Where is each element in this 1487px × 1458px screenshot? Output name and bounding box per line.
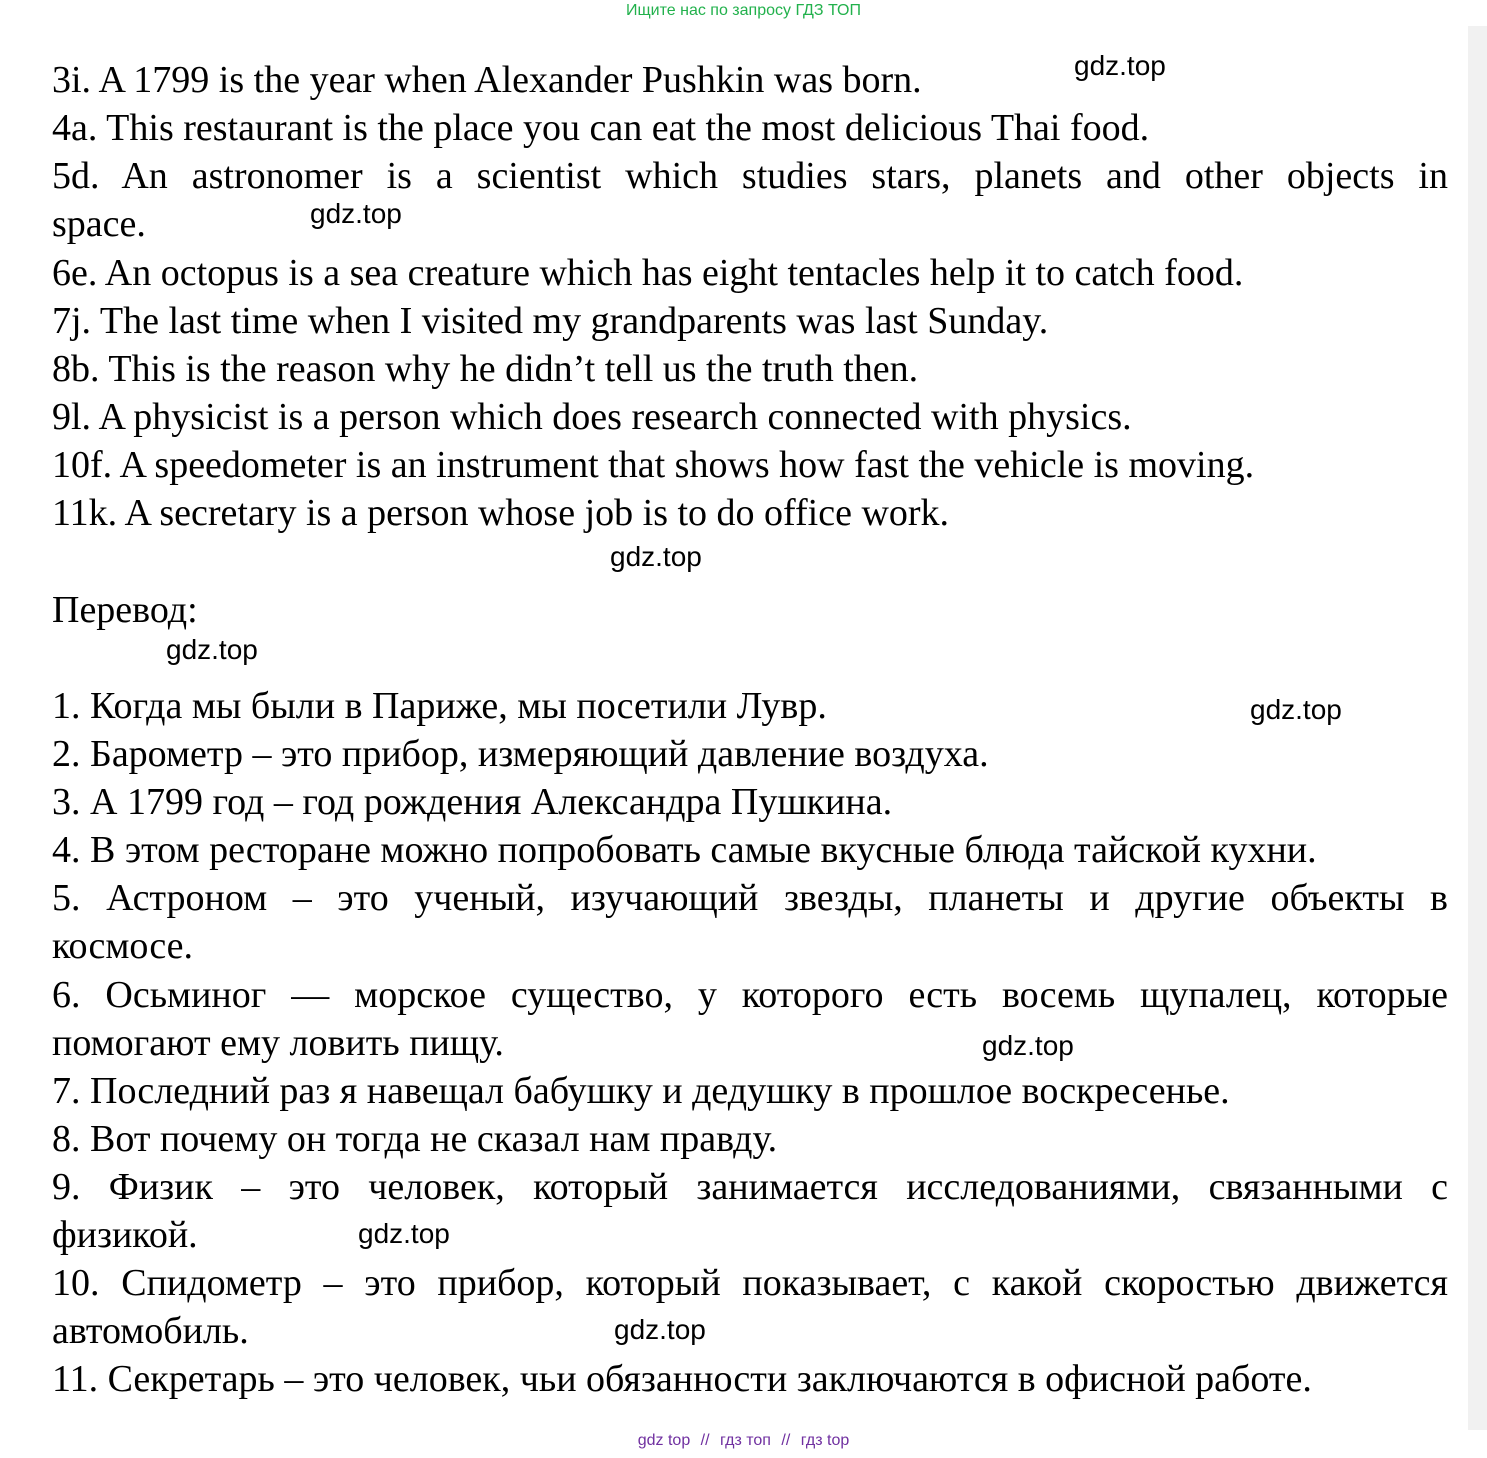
answer-line: 5d. An astronomer is a scientist which studies stars, planets and other objects in — [52, 155, 1448, 197]
translation-line: автомобиль. — [52, 1310, 249, 1352]
watermark: gdz.top — [614, 1314, 706, 1345]
answer-line: 7j. The last time when I visited my grandparents was last Sunday. — [52, 300, 1049, 342]
translation-line: 10. Спидометр – это прибор, который показывает, с какой скоростью движется — [52, 1262, 1448, 1304]
translation-line: 7. Последний раз я навещал бабушку и дедушку в прошлое воскресенье. — [52, 1070, 1230, 1112]
footer-link[interactable]: гдз топ — [720, 1432, 771, 1449]
answer-line: space. — [52, 203, 146, 245]
answer-line: 6e. An octopus is a sea creature which has eight tentacles help it to catch food. — [52, 252, 1244, 294]
watermark: gdz.top — [982, 1030, 1074, 1061]
translation-line: 11. Секретарь – это человек, чьи обязанности заключаются в офисной работе. — [52, 1358, 1312, 1400]
footer-link[interactable]: gdz top — [637, 1432, 691, 1449]
translation-heading: Перевод: — [52, 589, 198, 631]
translation-line: космосе. — [52, 925, 194, 967]
answer-line: 3i. A 1799 is the year when Alexander Pushkin was born. — [52, 59, 922, 101]
translation-line: 8. Вот почему он тогда не сказал нам правду. — [52, 1118, 778, 1160]
top-banner-link[interactable]: Ищите нас по запросу ГДЗ ТОП — [626, 2, 861, 19]
translation-line: 5. Астроном – это ученый, изучающий звезды, планеты и другие объекты в — [52, 877, 1448, 919]
footer-separator: // — [781, 1432, 791, 1449]
footer-links — [0, 1432, 1487, 1450]
translation-line: помогают ему ловить пищу. — [52, 1022, 504, 1064]
watermark: gdz.top — [358, 1218, 450, 1249]
answer-line: 8b. This is the reason why he didn’t tell us the truth then. — [52, 348, 919, 390]
translation-line: 4. В этом ресторане можно попробовать самые вкусные блюда тайской кухни. — [52, 829, 1317, 871]
translation-line: 1. Когда мы были в Париже, мы посетили Лувр. — [52, 685, 827, 727]
answer-line: 9l. A physicist is a person which does research connected with physics. — [52, 396, 1132, 438]
watermark: gdz.top — [166, 634, 258, 665]
translation-line: 3. А 1799 год – год рождения Александра Пушкина. — [52, 781, 893, 823]
answer-line: 4a. This restaurant is the place you can eat the most delicious Thai food. — [52, 107, 1150, 149]
answer-line: 10f. A speedometer is an instrument that shows how fast the vehicle is moving. — [52, 444, 1255, 486]
watermark: gdz.top — [310, 198, 402, 229]
translation-line: 6. Осьминог — морское существо, у которого есть восемь щупалец, которые — [52, 974, 1448, 1016]
scrollbar[interactable] — [1468, 26, 1487, 1430]
answer-line: 11k. A secretary is a person whose job is to do office work. — [52, 492, 950, 534]
translation-line: 9. Физик – это человек, который занимается исследованиями, связанными с — [52, 1166, 1448, 1208]
translation-line: 2. Барометр – это прибор, измеряющий давление воздуха. — [52, 733, 989, 775]
watermark: gdz.top — [1250, 694, 1342, 725]
translation-line: физикой. — [52, 1214, 198, 1256]
footer-separator: // — [700, 1432, 710, 1449]
watermark: gdz.top — [1074, 50, 1166, 81]
footer-link[interactable]: гдз top — [800, 1432, 850, 1449]
watermark: gdz.top — [610, 541, 702, 572]
